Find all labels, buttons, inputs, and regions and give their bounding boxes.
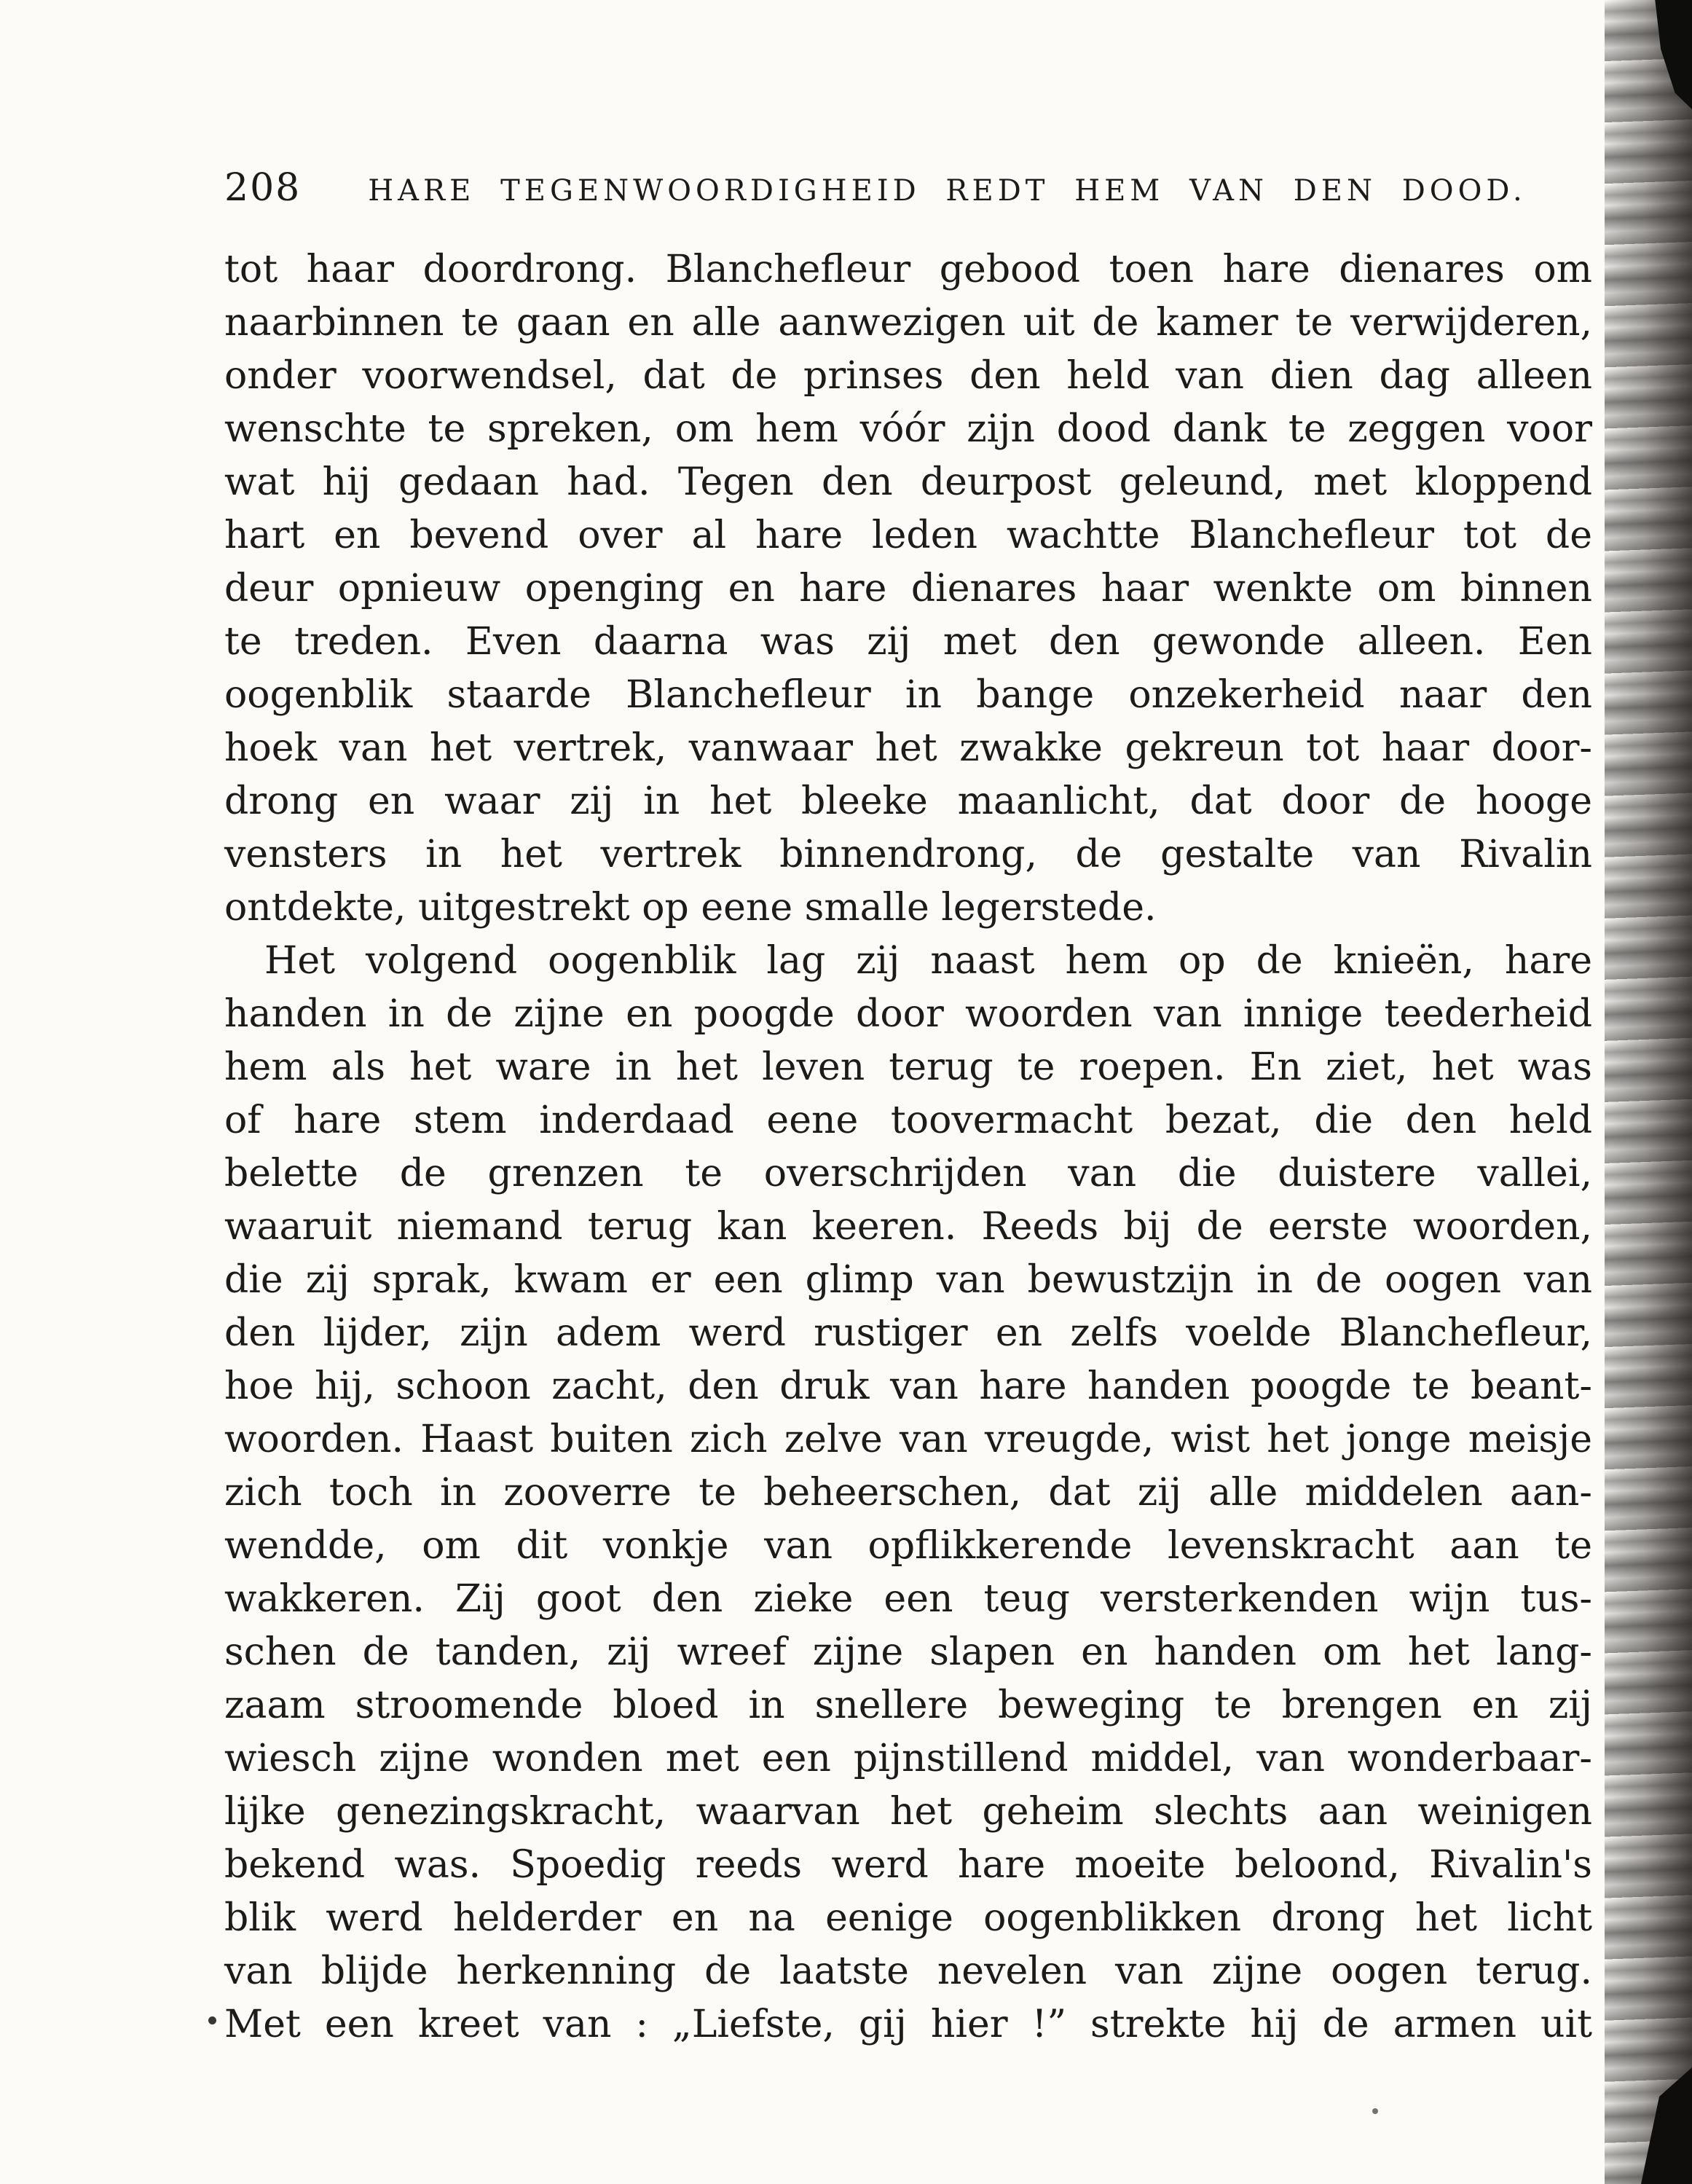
text-line: drong en waar zij in het bleeke maanlicht, dat door de hooge: [224, 779, 1592, 823]
scan-speck-bottom: [1372, 2108, 1378, 2114]
text-line: belette de grenzen te overschrijden van die duistere vallei,: [224, 1152, 1592, 1195]
page-number: 208: [224, 166, 302, 210]
text-line: tot haar doordrong. Blanchefleur gebood toen hare dienares om: [224, 248, 1592, 291]
text-line: die zij sprak, kwam er een glimp van bewustzijn in de oogen van: [224, 1258, 1592, 1302]
text-line: hart en bevend over al hare leden wachtte Blanchefleur tot de: [224, 514, 1592, 557]
text-line: handen in de zijne en poogde door woorden van innige teederheid: [224, 992, 1592, 1036]
text-line: den lijder, zijn adem werd rustiger en zelfs voelde Blanchefleur,: [224, 1311, 1592, 1355]
running-header: [224, 166, 1592, 210]
body-text: [224, 243, 1592, 2051]
text-line: waaruit niemand terug kan keeren. Reeds bij de eerste woorden,: [224, 1205, 1592, 1249]
text-line: wenschte te spreken, om hem vóór zijn dood dank te zeggen voor: [224, 407, 1592, 451]
text-line: hem als het ware in het leven terug te roepen. En ziet, het was: [224, 1045, 1592, 1089]
text-line: wakkeren. Zij goot den zieke een teug versterkenden wijn tus-: [224, 1577, 1592, 1621]
text-line: bekend was. Spoedig reeds werd hare moeite beloond, Rivalin's: [224, 1843, 1592, 1887]
text-line: wiesch zijne wonden met een pijnstillend middel, van wonderbaar-: [224, 1737, 1592, 1780]
text-line: wat hij gedaan had. Tegen den deurpost geleund, met kloppend: [224, 460, 1592, 504]
text-line: woorden. Haast buiten zich zelve van vreugde, wist het jonge meisje: [224, 1418, 1592, 1461]
text-line: blik werd helderder en na eenige oogenblikken drong het licht: [224, 1896, 1592, 1940]
text-line: wendde, om dit vonkje van opflikkerende levenskracht aan te: [224, 1524, 1592, 1568]
text-line: van blijde herkenning de laatste nevelen van zijne oogen terug.: [224, 1949, 1592, 1993]
paragraph: [224, 935, 1592, 2051]
text-line: lijke genezingskracht, waarvan het geheim slechts aan weinigen: [224, 1790, 1592, 1834]
text-line: naarbinnen te gaan en alle aanwezigen uit de kamer te verwijderen,: [224, 301, 1592, 345]
paragraph: [224, 243, 1592, 935]
page-content: [224, 166, 1592, 2051]
text-line: zaam stroomende bloed in snellere beweging te brengen en zij: [224, 1684, 1592, 1727]
text-line: schen de tanden, zij wreef zijne slapen en handen om het lang-: [224, 1630, 1592, 1674]
scan-gutter-shadow: [1605, 0, 1692, 2184]
text-line: deur opnieuw openging en hare dienares haar wenkte om binnen: [224, 567, 1592, 610]
text-line: Met een kreet van : „Liefste, gij hier !” strekte hij de armen uit: [224, 2003, 1592, 2046]
text-line: zich toch in zooverre te beheerschen, dat zij alle middelen aan-: [224, 1471, 1592, 1515]
text-line: ontdekte, uitgestrekt op eene smalle legerstede.: [224, 886, 1157, 930]
text-line: onder voorwendsel, dat de prinses den held van dien dag alleen: [224, 354, 1592, 398]
text-line: hoek van het vertrek, vanwaar het zwakke gekreun tot haar door-: [224, 726, 1592, 770]
text-line: Het volgend oogenblik lag zij naast hem op de knieën, hare: [264, 939, 1592, 983]
running-title: HARE TEGENWOORDIGHEID REDT HEM VAN DEN DOOD.: [368, 174, 1527, 208]
text-line: te treden. Even daarna was zij met den gewonde alleen. Een: [224, 620, 1592, 664]
text-line: hoe hij, schoon zacht, den druk van hare handen poogde te beant-: [224, 1364, 1592, 1408]
text-line: of hare stem inderdaad eene toovermacht bezat, die den held: [224, 1099, 1592, 1142]
scan-speck-margin: [208, 2016, 216, 2024]
text-line: oogenblik staarde Blanchefleur in bange onzekerheid naar den: [224, 673, 1592, 717]
text-line: vensters in het vertrek binnendrong, de gestalte van Rivalin: [224, 833, 1592, 876]
